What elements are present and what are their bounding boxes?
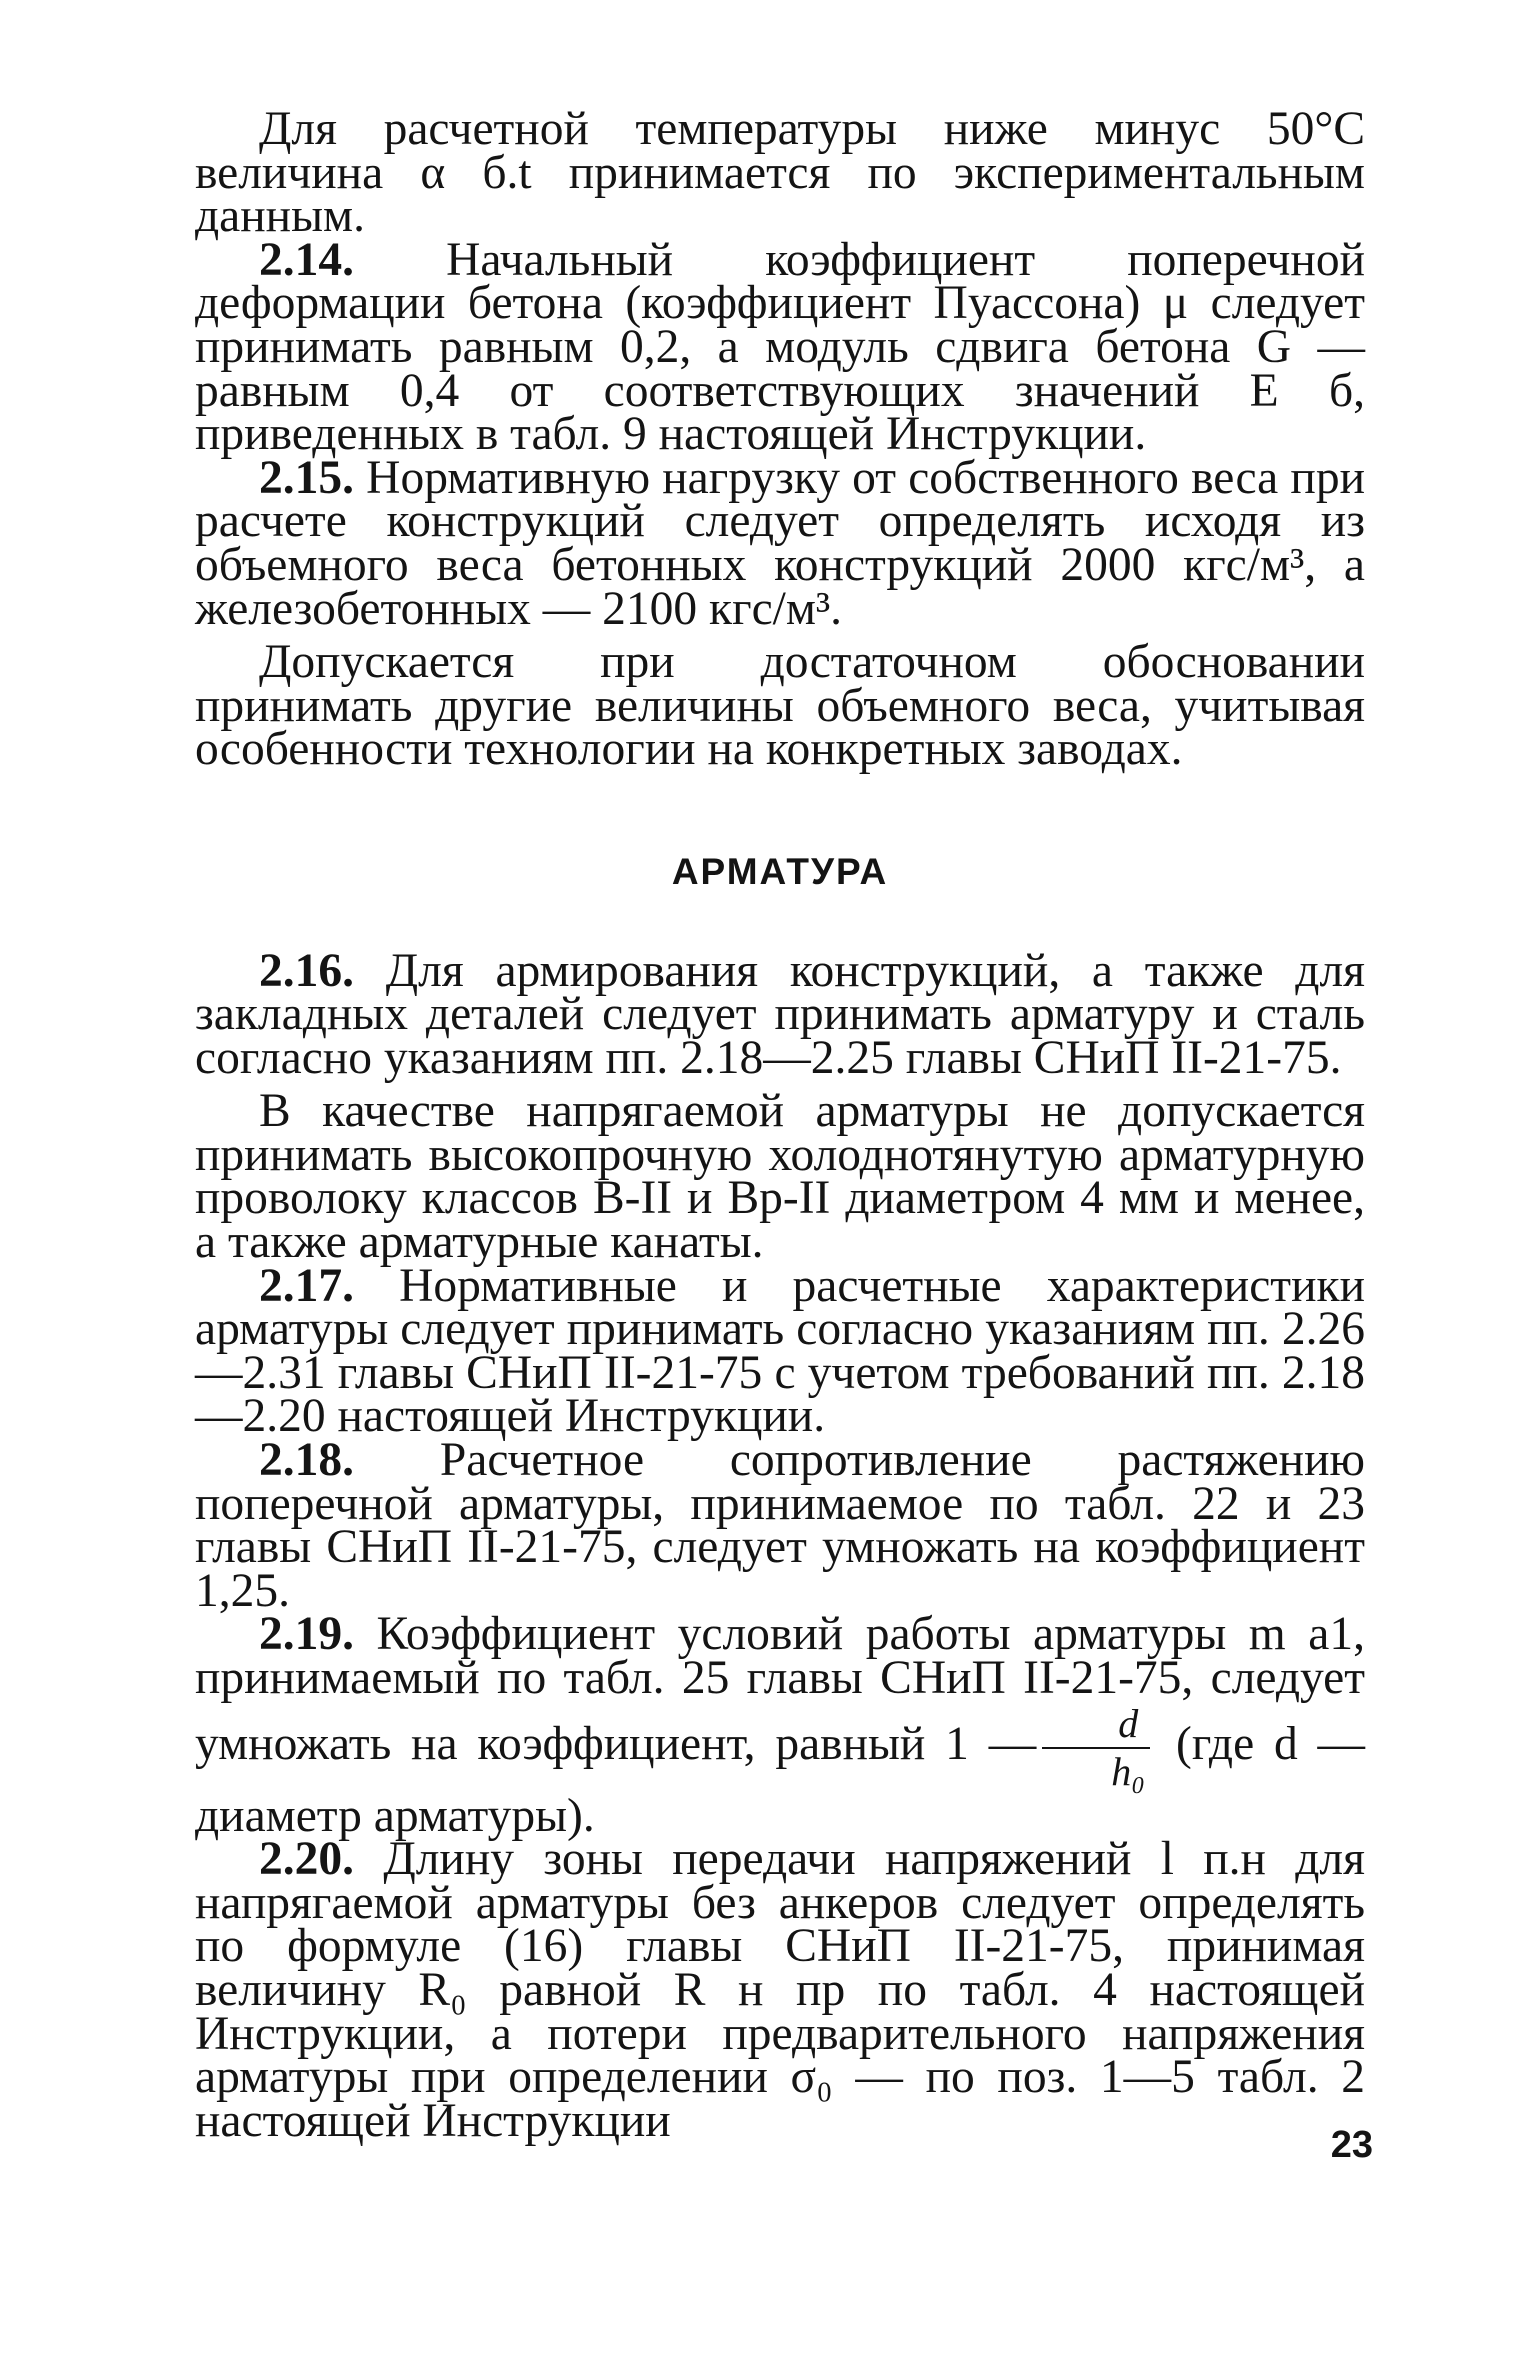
fraction-denominator: h₀ [1111,1748,1146,1794]
clause-number: 2.15. [259,451,354,504]
clause-text-continued: (где d — диаметр арматуры). [195,1717,1366,1842]
fraction-numerator: d [1042,1701,1150,1749]
paragraph-2-20 [195,1833,1365,2147]
clause-number: 2.18. [259,1434,354,1487]
paragraph-2-18 [195,1434,1365,1617]
clause-number: 2.19. [259,1608,354,1661]
clause-text: Начальный коэффициент поперечной деформации бетона (коэффициент Пуассона) μ следует принимать равным 0,2, а модуль сдвига бетона G — равным 0,4 от соответствующих значений E б, приведенных в табл. 9 настоящей Инструкции. [195,233,1366,461]
paragraph-2-16 [195,944,1365,1084]
clause-number: 2.16. [259,944,354,997]
clause-number: 2.14. [259,233,354,286]
clause-text: Расчетное сопротивление растяжению поперечной арматуры, принимаемое по табл. 22 и 23 главы СНиП II-21-75, следует умножать на коэффициент 1,25. [195,1434,1365,1617]
clause-text: Длину зоны передачи напряжений l п.н для напрягаемой арматуры без анкеров следует определять по формуле (16) главы СНиП II-21-75, принимая величину R₀ равной R н пр по табл. 4 настоящей Инструкции, а потери предварительного напряжения арматуры при определении σ₀ — по поз. 1—5 табл. 2 настоящей Инструкции [195,1833,1365,2147]
clause-text: Нормативную нагрузку от собственного веса при расчете конструкций следует определять исходя из объемного веса бетонных конструкций 2000 кгс/м³, а железобетонных — 2100 кгс/м³. [195,451,1365,635]
section-heading: АРМАТУРА [671,850,889,892]
clause-text: Для армирования конструкций, а также для закладных деталей следует принимать арматуру и сталь согласно указаниям пп. 2.18—2.25 главы СНиП II-21-75. [195,944,1365,1084]
page-number: 23 [1330,2124,1373,2166]
paragraph-2-17 [195,1259,1365,1443]
paragraph-prestressed: В качестве напрягаемой арматуры не допускается принимать высокопрочную холоднотянутую арматурную проволоку классов B-II и Bp-II диаметром 4 мм и менее, а также арматурные канаты. [195,1085,1365,1269]
paragraph-2-19 [195,1608,1366,1842]
clause-number: 2.17. [259,1259,354,1312]
paragraph-permission: Допускается при достаточном обосновании принимать другие величины объемного веса, учитывая особенности технологии на конкретных заводах. [195,636,1365,776]
paragraph-2-14 [195,233,1366,461]
clause-text: Нормативные и расчетные характеристики арматуры следует принимать согласно указаниям пп. 2.26—2.31 главы СНиП II-21-75 с учетом требований пп. 2.18—2.20 настоящей Инструкции. [195,1259,1365,1443]
body-text [195,103,1366,2147]
fraction-d-over-h0 [1042,1701,1150,1795]
clause-number: 2.20. [259,1833,354,1886]
paragraph-low-temperature: Для расчетной температуры ниже минус 50°С величина α б.t принимается по экспериментальным данным. [195,103,1365,243]
clause-text: Коэффициент условий работы арматуры m а1, принимаемый по табл. 25 главы СНиП II-21-75, следует умножать на коэффициент, равный 1 — [195,1608,1365,1770]
paragraph-2-15 [195,451,1365,635]
